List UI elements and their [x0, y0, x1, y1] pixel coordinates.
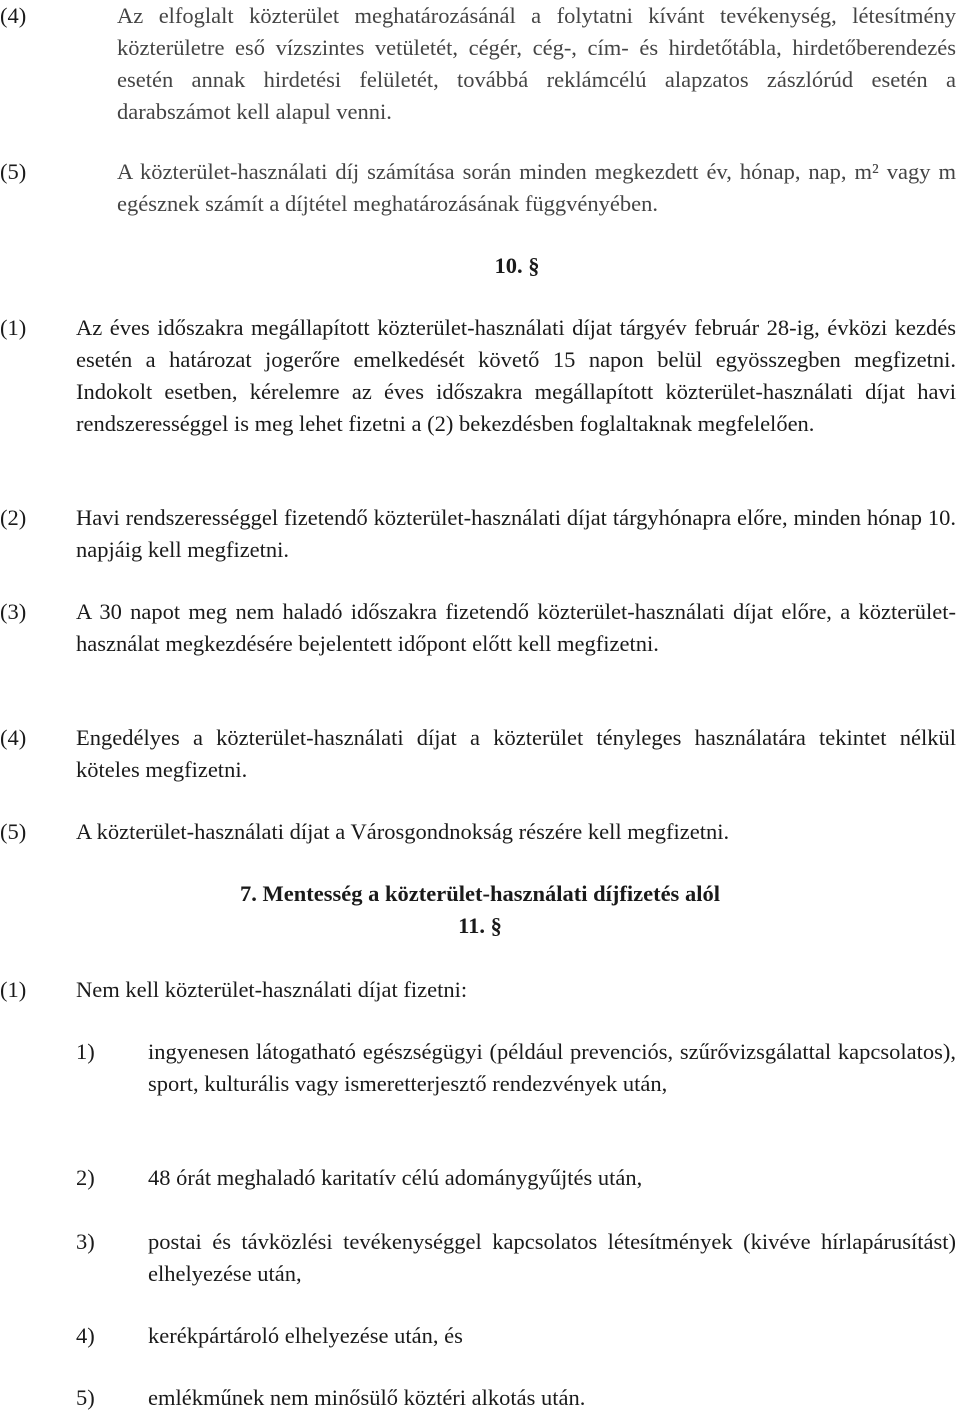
- paragraph-number: (3): [0, 599, 27, 624]
- paragraph-text: A közterület-használati díj számítása során minden megkezdett év, hónap, nap, m² vagy m egésznek számít a díjtétel meghatározásának függvényében.: [117, 159, 956, 216]
- paragraph-number: (5): [0, 819, 27, 844]
- paragraph-number: (4): [0, 725, 27, 750]
- paragraph-text: Nem kell közterület-használati díjat fizetni:: [76, 977, 468, 1002]
- paragraph-text: A közterület-használati díjat a Városgondnokság részére kell megfizetni.: [76, 819, 730, 844]
- paragraph-text: Az éves időszakra megállapított közterület-használati díjat tárgyév február 28-ig, évközi kezdés esetén a határozat jogerőre emelkedését követő 15 napon belül egyösszegben megfizetni. Indokolt esetben, kérelemre az éves időszakra megállapított közterület-használati díjat havi rendszerességgel is meg lehet fizetni a (2) bekezdésben foglaltaknak megfelelően.: [76, 315, 956, 436]
- paragraph-number: (4): [0, 3, 27, 28]
- list-item-number: 5): [76, 1385, 95, 1410]
- paragraph-number: (5): [0, 159, 27, 184]
- list-item-number: 4): [76, 1323, 95, 1348]
- paragraph-text: Engedélyes a közterület-használati díjat a közterület tényleges használatára tekintet nélkül köteles megfizetni.: [76, 725, 956, 782]
- list-item-text: emlékműnek nem minősülő köztéri alkotás után.: [148, 1385, 586, 1410]
- paragraph-text: A 30 napot meg nem haladó időszakra fizetendő közterület-használati díjat előre, a közterület-használat megkezdésére bejelentett időpont előtt kell megfizetni.: [76, 599, 956, 656]
- section-11-heading: 11. §: [458, 913, 502, 938]
- paragraph-text: Havi rendszerességgel fizetendő közterület-használati díjat tárgyhónapra előre, minden hónap 10. napjáig kell megfizetni.: [76, 505, 956, 562]
- paragraph-number: (1): [0, 315, 27, 340]
- paragraph-number: (1): [0, 977, 27, 1002]
- list-item-number: 1): [76, 1039, 95, 1064]
- paragraph-number: (2): [0, 505, 27, 530]
- paragraph-text: Az elfoglalt közterület meghatározásánál a folytatni kívánt tevékenység, létesítmény közterületre eső vízszintes vetületét, cégér, cég-, cím- és hirdetőtábla, hirdetőberendezés esetén annak hirdetési felületét, továbbá reklámcélú alapzatos zászlórúd esetén a darabszámot kell alapul venni.: [117, 3, 956, 124]
- list-item-text: 48 órát meghaladó karitatív célú adománygyűjtés után,: [148, 1165, 643, 1190]
- list-item-number: 2): [76, 1165, 95, 1190]
- chapter-7-title: 7. Mentesség a közterület-használati díjfizetés alól: [240, 881, 720, 906]
- list-item-text: postai és távközlési tevékenységgel kapcsolatos létesítmények (kivéve hírlapárusítást) elhelyezése után,: [148, 1229, 956, 1286]
- list-item-text: ingyenesen látogatható egészségügyi (például prevenciós, szűrővizsgálattal kapcsolatos), sport, kulturális vagy ismeretterjesztő rendezvények után,: [148, 1039, 956, 1096]
- list-item-text: kerékpártároló elhelyezése után, és: [148, 1323, 463, 1348]
- list-item-number: 3): [76, 1229, 95, 1254]
- section-10-heading: 10. §: [494, 253, 540, 278]
